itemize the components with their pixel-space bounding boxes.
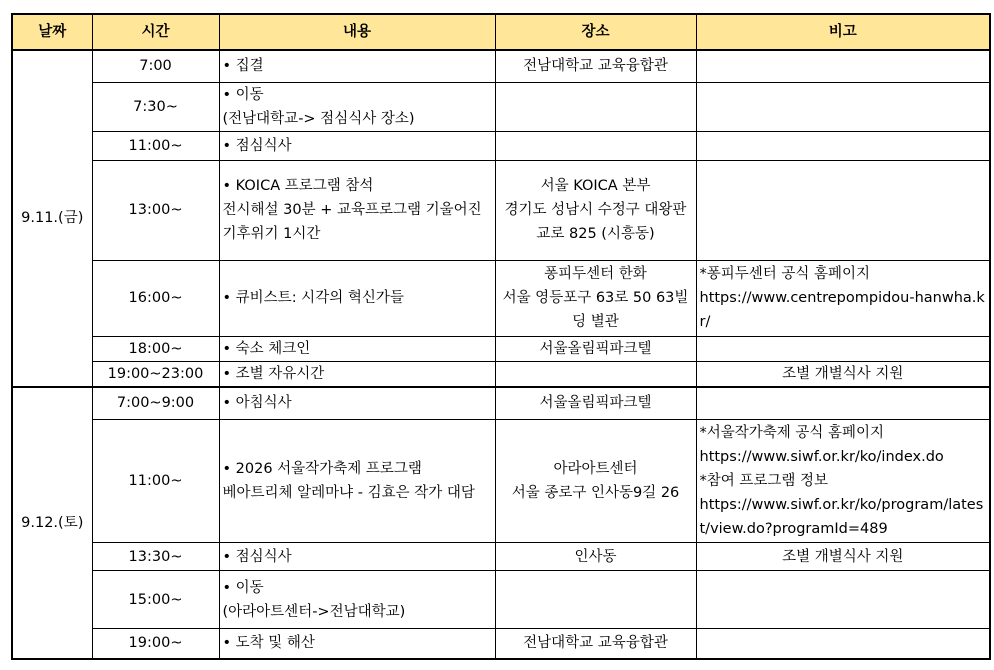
- time-cell: 19:00~: [92, 629, 219, 659]
- place-cell: 서울올림픽파크텔: [495, 336, 696, 361]
- content-cell: • 2026 서울작가축제 프로그램 베아트리체 알레마냐 - 김효은 작가 대담: [219, 420, 495, 543]
- time-cell: 13:00~: [92, 160, 219, 260]
- content-cell: • KOICA 프로그램 참석 전시해설 30분 + 교육프로그램 기울어진 기후위기 1시간: [219, 160, 495, 260]
- place-cell: 서울올림픽파크텔: [495, 387, 696, 420]
- header-place: 장소: [495, 14, 696, 50]
- table-row: [12, 629, 990, 659]
- note-cell: [696, 629, 990, 659]
- time-cell: 18:00~: [92, 336, 219, 361]
- content-cell: • 조별 자유시간: [219, 361, 495, 387]
- header-note: 비고: [696, 14, 990, 50]
- time-cell: 7:00~9:00: [92, 387, 219, 420]
- note-cell: [696, 571, 990, 629]
- note-cell: [696, 160, 990, 260]
- table-row: [12, 387, 990, 420]
- table-row: [12, 82, 990, 131]
- content-cell: • 이동 (전남대학교-> 점심식사 장소): [219, 82, 495, 131]
- note-cell: [696, 387, 990, 420]
- time-cell: 13:30~: [92, 543, 219, 571]
- content-cell: • 큐비스트: 시각의 혁신가들: [219, 260, 495, 336]
- note-cell: [696, 50, 990, 82]
- content-cell: • 아침식사: [219, 387, 495, 420]
- date-cell-day2: 9.12.(토): [12, 387, 92, 659]
- time-cell: 11:00~: [92, 131, 219, 160]
- place-cell: 서울 KOICA 본부 경기도 성남시 수정구 대왕판교로 825 (시흥동): [495, 160, 696, 260]
- table-row: [12, 420, 990, 543]
- note-cell: 조별 개별식사 지원: [696, 361, 990, 387]
- note-cell: *퐁피두센터 공식 홈페이지 https://www.centrepompidou-hanwha.kr/: [696, 260, 990, 336]
- time-cell: 7:00: [92, 50, 219, 82]
- table-row: [12, 361, 990, 387]
- place-cell: [495, 571, 696, 629]
- table-row: [12, 160, 990, 260]
- table-row: [12, 543, 990, 571]
- place-cell: 퐁피두센터 한화 서울 영등포구 63로 50 63빌딩 별관: [495, 260, 696, 336]
- content-cell: • 점심식사: [219, 543, 495, 571]
- content-cell: • 점심식사: [219, 131, 495, 160]
- place-cell: 전남대학교 교육융합관: [495, 50, 696, 82]
- place-cell: [495, 131, 696, 160]
- schedule-table: [11, 13, 991, 660]
- note-cell: [696, 336, 990, 361]
- place-cell: 전남대학교 교육융합관: [495, 629, 696, 659]
- note-cell: 조별 개별식사 지원: [696, 543, 990, 571]
- place-cell: [495, 361, 696, 387]
- header-time: 시간: [92, 14, 219, 50]
- table-row: [12, 260, 990, 336]
- content-cell: • 이동 (아라아트센터->전남대학교): [219, 571, 495, 629]
- time-cell: 15:00~: [92, 571, 219, 629]
- content-cell: • 도착 및 해산: [219, 629, 495, 659]
- time-cell: 19:00~23:00: [92, 361, 219, 387]
- time-cell: 16:00~: [92, 260, 219, 336]
- table-row: [12, 336, 990, 361]
- content-cell: • 숙소 체크인: [219, 336, 495, 361]
- place-cell: 아라아트센터 서울 종로구 인사동9길 26: [495, 420, 696, 543]
- table-row: [12, 571, 990, 629]
- note-cell: [696, 82, 990, 131]
- date-cell-day1: 9.11.(금): [12, 50, 92, 387]
- content-cell: • 집결: [219, 50, 495, 82]
- table-row: [12, 131, 990, 160]
- note-cell: *서울작가축제 공식 홈페이지 https://www.siwf.or.kr/ko/index.do *참여 프로그램 정보 https://www.siwf.or.kr/ko/program/latest/view.do?programId=489: [696, 420, 990, 543]
- header-content: 내용: [219, 14, 495, 50]
- note-cell: [696, 131, 990, 160]
- header-date: 날짜: [12, 14, 92, 50]
- place-cell: [495, 82, 696, 131]
- place-cell: 인사동: [495, 543, 696, 571]
- header-row: [12, 14, 990, 50]
- time-cell: 11:00~: [92, 420, 219, 543]
- time-cell: 7:30~: [92, 82, 219, 131]
- table-row: [12, 50, 990, 82]
